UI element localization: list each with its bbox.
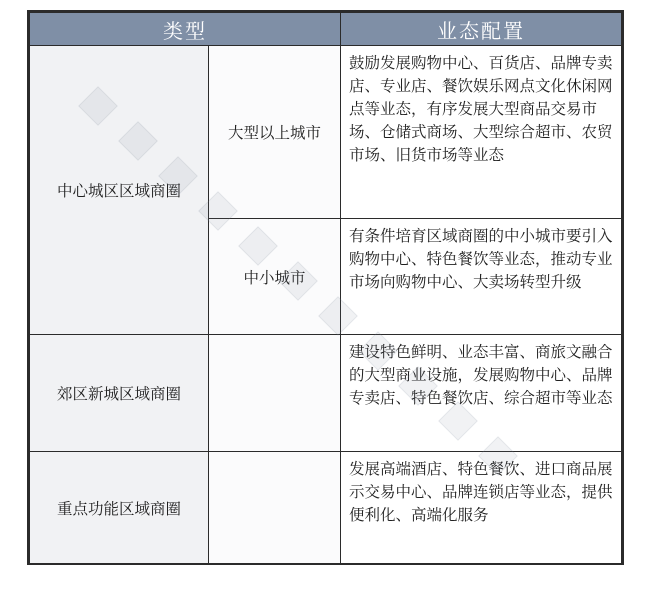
- table-row: [30, 46, 622, 219]
- header-row: [30, 13, 622, 46]
- subcategory-cell: [209, 335, 341, 452]
- config-cell: 有条件培育区域商圈的中小城市要引入购物中心、特色餐饮等业态，推动专业市场向购物中心、大卖场转型升级: [341, 219, 622, 335]
- table-row: [30, 452, 622, 565]
- config-cell: 鼓励发展购物中心、百货店、品牌专卖店、专业店、餐饮娱乐网点文化休闲网点等业态，有序发展大型商品交易市场、仓储式商场、大型综合超市、农贸市场、旧货市场等业态: [341, 46, 622, 219]
- header-config: 业态配置: [341, 13, 622, 46]
- category-cell: 中心城区区域商圈: [30, 46, 209, 335]
- header-type: 类型: [30, 13, 341, 46]
- config-cell: 建设特色鲜明、业态丰富、商旅文融合的大型商业设施，发展购物中心、品牌专卖店、特色餐饮店、综合超市等业态: [341, 335, 622, 452]
- category-cell: 郊区新城区域商圈: [30, 335, 209, 452]
- business-district-table: [27, 10, 624, 565]
- subcategory-cell: 大型以上城市: [209, 46, 341, 219]
- config-cell: 发展高端酒店、特色餐饮、进口商品展示交易中心、品牌连锁店等业态，提供便利化、高端化服务: [341, 452, 622, 565]
- subcategory-cell: 中小城市: [209, 219, 341, 335]
- table: [29, 12, 622, 565]
- table-row: [30, 335, 622, 452]
- category-cell: 重点功能区域商圈: [30, 452, 209, 565]
- subcategory-cell: [209, 452, 341, 565]
